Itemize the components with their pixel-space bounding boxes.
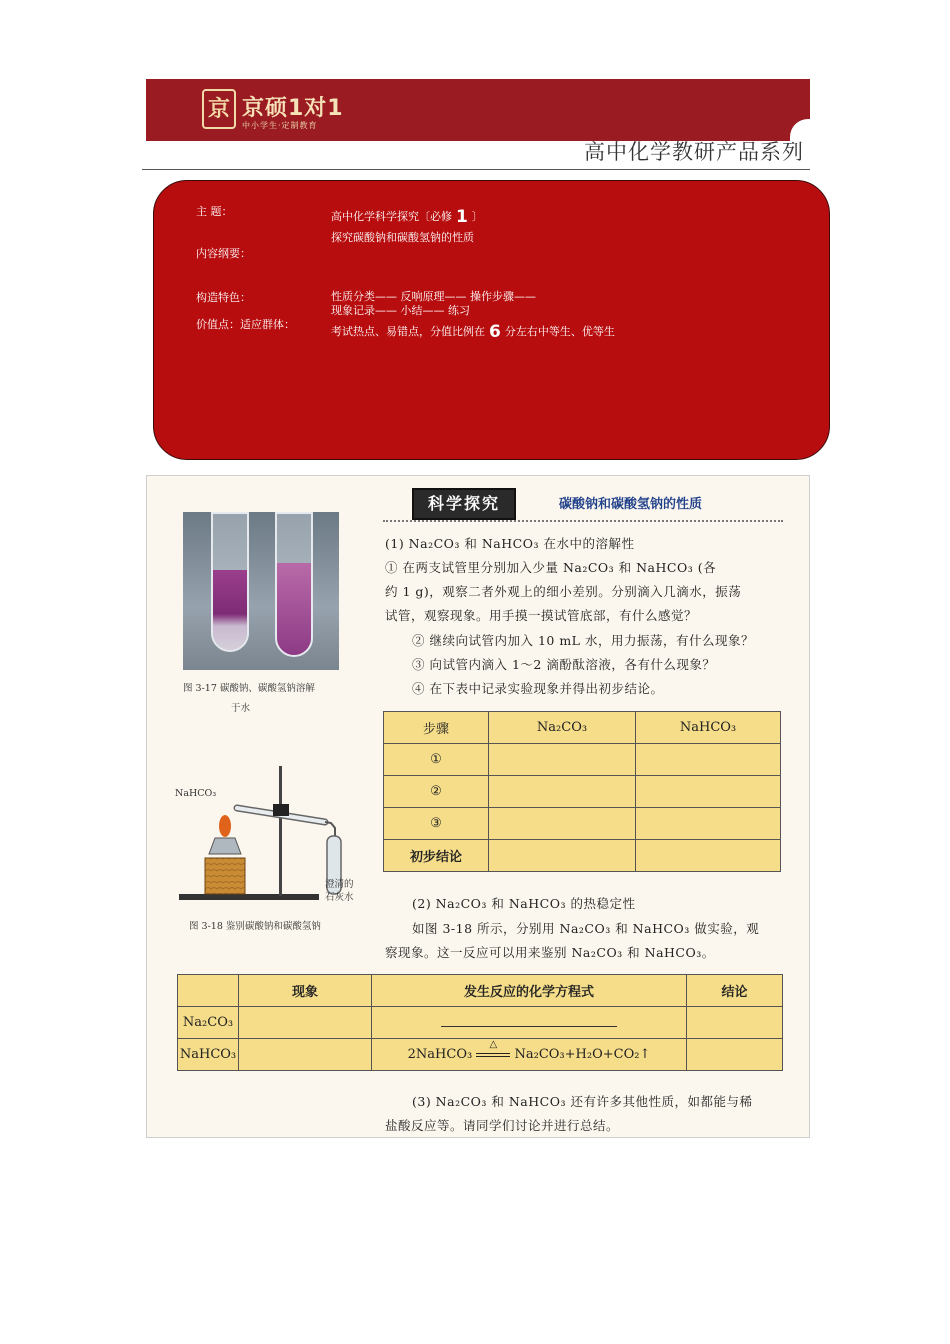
table1-cell bbox=[489, 840, 636, 872]
table2-cell bbox=[687, 1007, 783, 1039]
section-2-heading: (2) Na₂CO₃ 和 NaHCO₃ 的热稳定性 bbox=[412, 896, 636, 911]
table-row bbox=[178, 975, 783, 1007]
science-inquiry-badge: 科学探究 bbox=[412, 488, 516, 520]
step-1-text-line2: 约 1 g)，观察二者外观上的细小差别。分别滴入几滴水，振荡 bbox=[385, 584, 742, 599]
clamp-icon bbox=[273, 804, 289, 816]
feature-label: 构造特色： bbox=[196, 291, 251, 304]
table2-header-blank bbox=[178, 975, 239, 1007]
equation-arrow bbox=[476, 1038, 510, 1057]
table1-cell bbox=[489, 808, 636, 840]
table2-equation bbox=[372, 1039, 687, 1071]
value-score-number: 6 bbox=[489, 322, 501, 342]
topic-subtitle: 探究碳酸钠和碳酸氢钠的性质 bbox=[331, 231, 474, 244]
header-divider bbox=[142, 169, 810, 170]
table-row bbox=[384, 840, 781, 872]
table-row bbox=[384, 744, 781, 776]
stand-base-icon bbox=[179, 894, 319, 900]
figure-3-17-caption: 图 3-17 碳酸钠、碳酸氢钠溶解 bbox=[183, 683, 315, 694]
table1-header-nahco3: NaHCO₃ bbox=[636, 712, 781, 744]
value-value-text: 考试热点、易错点，分值比例在 bbox=[331, 325, 485, 338]
table2-row-na2co3: Na₂CO₃ bbox=[178, 1007, 239, 1039]
table1-cell bbox=[489, 744, 636, 776]
test-tube-right-icon bbox=[275, 512, 313, 657]
table-row bbox=[178, 1039, 783, 1071]
equation-reactant: 2NaHCO₃ bbox=[407, 1047, 473, 1062]
thermal-stability-table bbox=[177, 974, 783, 1071]
test-tubes-photo bbox=[183, 512, 339, 670]
dotted-divider bbox=[383, 520, 783, 522]
test-tube-left-icon bbox=[211, 512, 249, 652]
flame-icon bbox=[219, 815, 231, 837]
figure-3-18-caption: 图 3-18 鉴别碳酸钠和碳酸氢钠 bbox=[189, 921, 321, 932]
fig318-limewater-label: 澄清的 bbox=[325, 879, 354, 890]
alcohol-lamp-icon bbox=[209, 838, 241, 854]
outline-label: 内容纲要： bbox=[196, 247, 251, 260]
topic-label: 主 题： bbox=[196, 205, 233, 218]
solubility-record-table bbox=[383, 711, 781, 872]
step-3-text: ③ 向试管内滴入 1～2 滴酚酞溶液，各有什么现象？ bbox=[412, 657, 716, 672]
value-value bbox=[331, 322, 615, 342]
table1-cell bbox=[636, 808, 781, 840]
table2-cell bbox=[239, 1007, 372, 1039]
table1-header-na2co3: Na₂CO₃ bbox=[489, 712, 636, 744]
table-row bbox=[384, 712, 781, 744]
table-row bbox=[178, 1007, 783, 1039]
course-info-box bbox=[153, 180, 830, 460]
step-1-text-line3: 试管，观察现象。用手摸一摸试管底部，有什么感觉？ bbox=[385, 608, 698, 623]
textbook-scan bbox=[146, 475, 810, 1138]
table-row bbox=[384, 808, 781, 840]
table2-header-phenomenon: 现象 bbox=[239, 975, 372, 1007]
value-label: 价值点：适应群体： bbox=[196, 318, 295, 331]
table2-header-equation: 发生反应的化学方程式 bbox=[372, 975, 687, 1007]
step-4-text: ④ 在下表中记录实验现象并得出初步结论。 bbox=[412, 681, 664, 696]
series-title: 高中化学教研产品系列 bbox=[584, 140, 804, 164]
topic-value-text: 高中化学科学探究〔必修 bbox=[331, 210, 452, 223]
table1-step-label: ② bbox=[384, 776, 489, 808]
topic-value-close: 〕 bbox=[471, 210, 483, 223]
inquiry-title: 碳酸钠和碳酸氢钠的性质 bbox=[559, 497, 703, 512]
logo-subtitle: 中小学生·定制教育 bbox=[242, 121, 318, 130]
fig318-nahco3-label: NaHCO₃ bbox=[175, 788, 217, 799]
equation-products: Na₂CO₃+H₂O+CO₂↑ bbox=[514, 1047, 651, 1062]
fig318-limewater-label-line2: 石灰水 bbox=[325, 892, 354, 903]
section-1-heading: (1) Na₂CO₃ 和 NaHCO₃ 在水中的溶解性 bbox=[385, 536, 635, 551]
feature-value-line2: 现象记录—— 小结—— 练习 bbox=[331, 304, 470, 317]
table1-cell bbox=[489, 776, 636, 808]
topic-volume-number: 1 bbox=[456, 207, 468, 227]
heat-condition-icon: △ bbox=[489, 1038, 498, 1050]
stand-rod-icon bbox=[279, 766, 282, 896]
table2-equation-blank bbox=[372, 1007, 687, 1039]
table1-step-label: ① bbox=[384, 744, 489, 776]
section-3-heading: (3) Na₂CO₃ 和 NaHCO₃ 还有许多其他性质，如都能与稀 bbox=[412, 1094, 753, 1109]
logo-mark-icon: 京 bbox=[202, 89, 236, 129]
section-2-text-line2: 察现象。这一反应可以用来鉴别 Na₂CO₃ 和 NaHCO₃。 bbox=[385, 945, 715, 960]
section-2-text: 如图 3-18 所示，分别用 Na₂CO₃ 和 NaHCO₃ 做实验，观 bbox=[412, 921, 760, 936]
table1-cell bbox=[636, 776, 781, 808]
table2-cell bbox=[239, 1039, 372, 1071]
step-2-text: ② 继续向试管内加入 10 mL 水，用力振荡，有什么现象？ bbox=[412, 633, 754, 648]
table1-conclusion-label: 初步结论 bbox=[384, 840, 489, 872]
table1-cell bbox=[636, 744, 781, 776]
section-3-text: 盐酸反应等。请同学们讨论并进行总结。 bbox=[385, 1118, 620, 1133]
table1-step-label: ③ bbox=[384, 808, 489, 840]
feature-value-line1: 性质分类—— 反响原理—— 操作步骤—— bbox=[331, 290, 536, 303]
header-banner bbox=[146, 79, 810, 141]
table2-cell bbox=[687, 1039, 783, 1071]
table1-header-step: 步骤 bbox=[384, 712, 489, 744]
table1-cell bbox=[636, 840, 781, 872]
table2-header-conclusion: 结论 bbox=[687, 975, 783, 1007]
figure-3-17-caption-line2: 于水 bbox=[231, 703, 251, 714]
step-1-text: ① 在两支试管里分别加入少量 Na₂CO₃ 和 NaHCO₃ (各 bbox=[385, 560, 717, 575]
value-value-tail: 分左右中等生、优等生 bbox=[504, 325, 615, 338]
table-row bbox=[384, 776, 781, 808]
logo-name: 京硕1对1 bbox=[242, 96, 344, 121]
table2-row-nahco3: NaHCO₃ bbox=[178, 1039, 239, 1071]
topic-value bbox=[331, 207, 483, 227]
